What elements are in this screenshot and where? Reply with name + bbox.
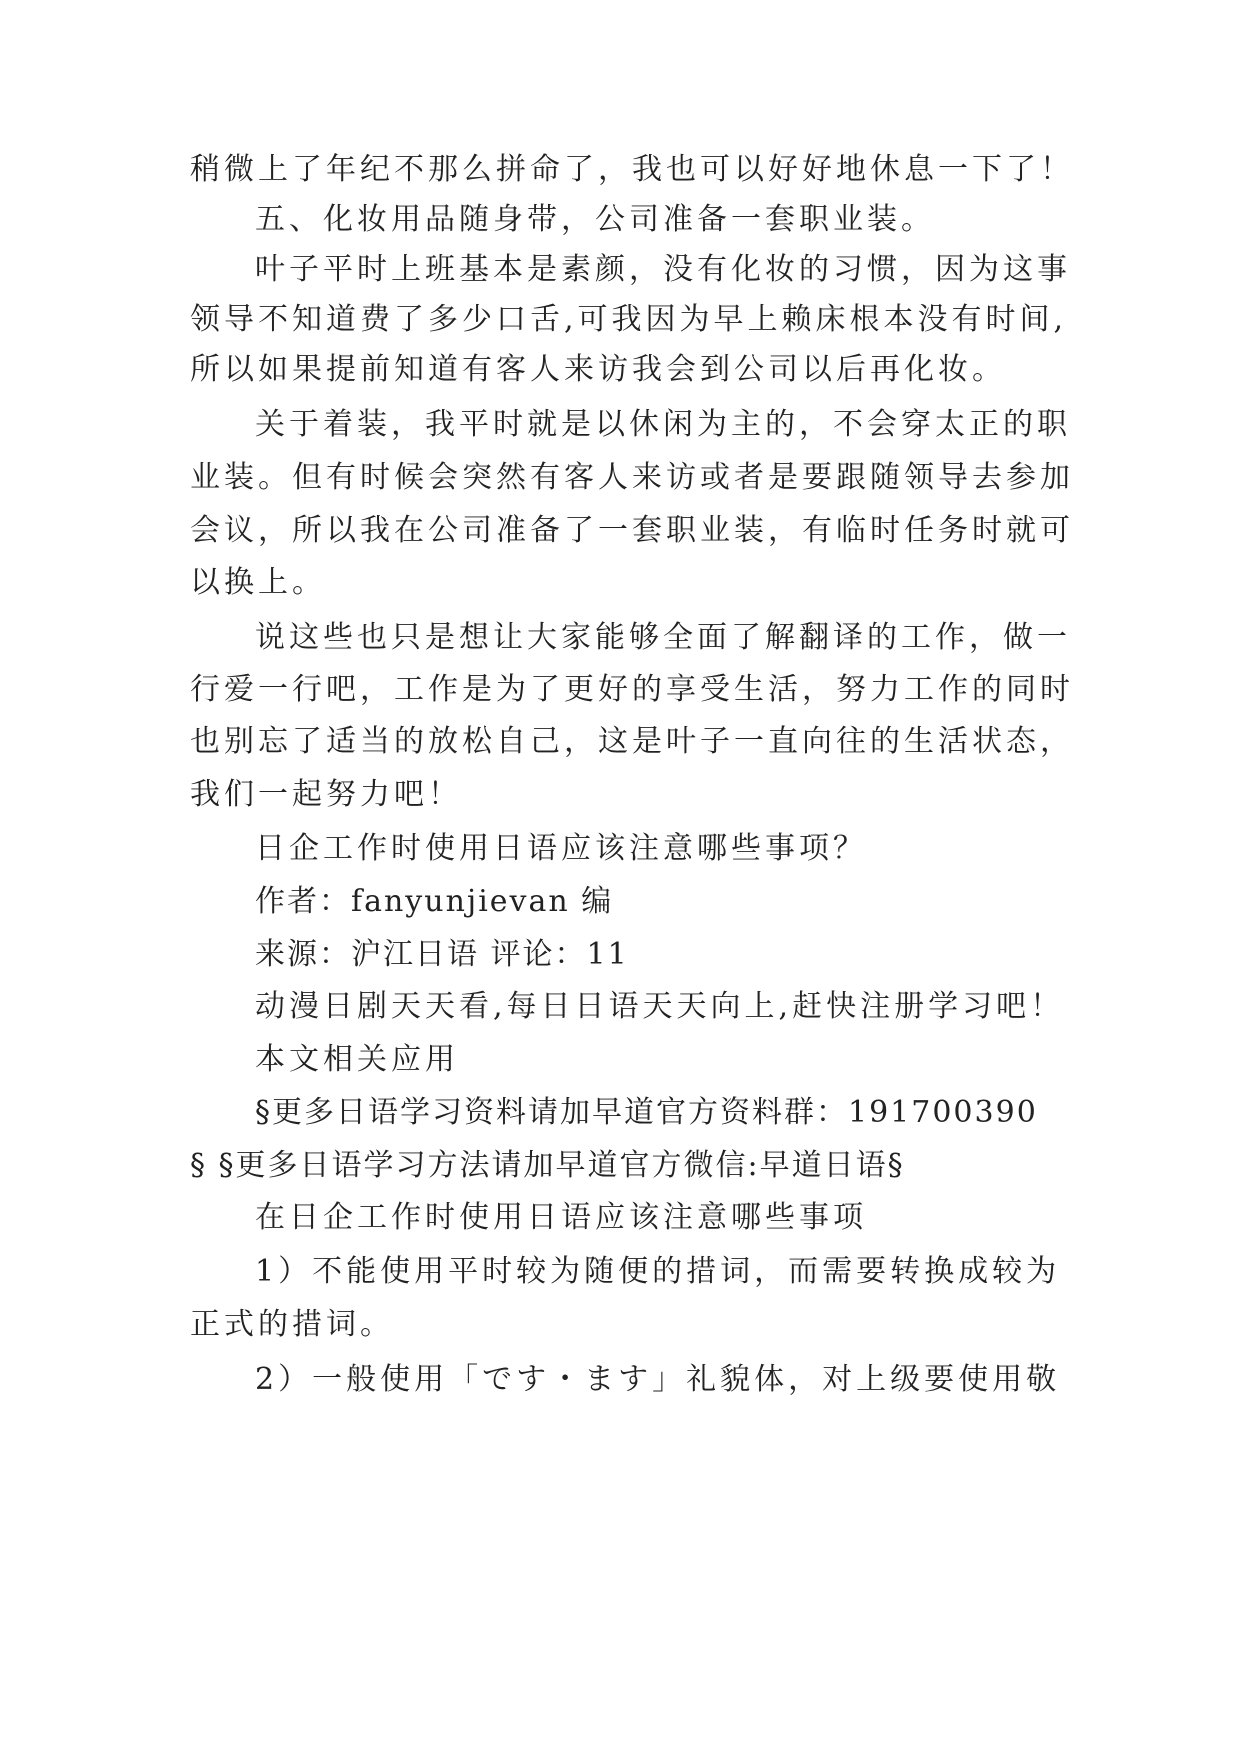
list-item: 1）不能使用平时较为随便的措词，而需要转换成较为: [255, 1254, 1061, 1289]
paragraph-line: 关于着装，我平时就是以休闲为主的，不会穿太正的职: [255, 407, 1071, 442]
paragraph-line: 会议，所以我在公司准备了一套职业装，有临时任务时就可: [190, 513, 1074, 548]
paragraph-line: 稍微上了年纪不那么拼命了，我也可以好好地休息一下了！: [190, 152, 1074, 187]
paragraph-line: 所以如果提前知道有客人来访我会到公司以后再化妆。: [190, 352, 1006, 387]
list-item: 正式的措词。: [190, 1307, 394, 1342]
promo-line: 动漫日剧天天看,每日日语天天向上,赶快注册学习吧！: [255, 989, 1065, 1024]
source-line: 来源：沪江日语 评论：11: [255, 937, 629, 972]
paragraph-line: 行爱一行吧，工作是为了更好的享受生活，努力工作的同时: [190, 672, 1074, 707]
paragraph-line: 叶子平时上班基本是素颜，没有化妆的习惯，因为这事: [255, 252, 1071, 287]
paragraph-line: 也别忘了适当的放松自己，这是叶子一直向往的生活状态，: [190, 724, 1074, 759]
paragraph-line: 说这些也只是想让大家能够全面了解翻译的工作，做一: [255, 620, 1071, 655]
promo-line: § §更多日语学习方法请加早道官方微信:早道日语§: [190, 1148, 905, 1183]
author-line: 作者：fanyunjievan 编: [255, 884, 614, 919]
section-heading: 在日企工作时使用日语应该注意哪些事项: [255, 1200, 867, 1235]
promo-line: §更多日语学习资料请加早道官方资料群：191700390: [255, 1095, 1038, 1130]
section-heading: 五、化妆用品随身带，公司准备一套职业装。: [255, 202, 935, 237]
paragraph-line: 领导不知道费了多少口舌,可我因为早上赖床根本没有时间,: [190, 302, 1068, 337]
article-title: 日企工作时使用日语应该注意哪些事项？: [255, 831, 867, 866]
paragraph-line: 业装。但有时候会突然有客人来访或者是要跟随领导去参加: [190, 460, 1074, 495]
paragraph-line: 以换上。: [190, 565, 326, 600]
related-apps-label: 本文相关应用: [255, 1042, 459, 1077]
list-item: 2）一般使用「です・ます」礼貌体，对上级要使用敬: [255, 1362, 1061, 1397]
paragraph-line: 我们一起努力吧！: [190, 777, 462, 812]
